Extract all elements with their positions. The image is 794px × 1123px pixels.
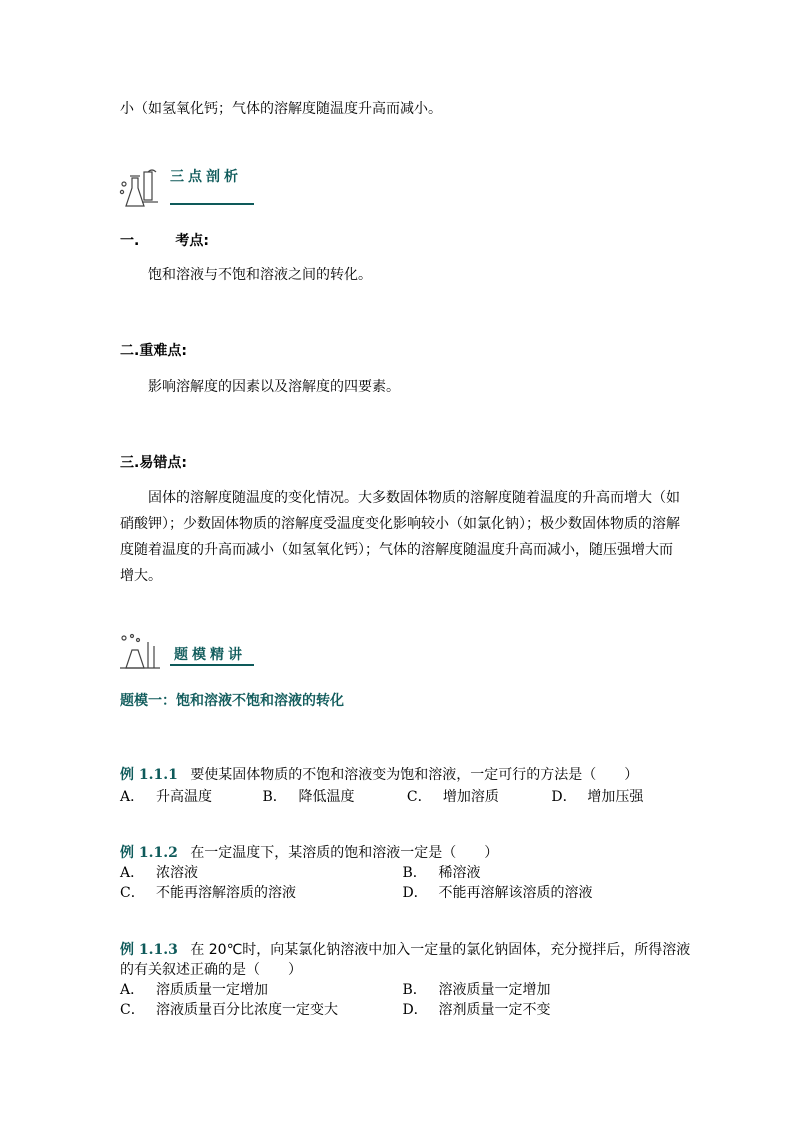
option-a[interactable]: A． 溶质质量一定增加 — [120, 982, 268, 998]
option-b[interactable]: B． 溶液质量一定增加 — [402, 982, 551, 998]
point-number: 二. — [120, 343, 140, 359]
paragraph-line: 硝酸钾）；少数固体物质的溶解度受温度变化影响较小（如氯化钠）；极少数固体物质的溶解 — [120, 516, 680, 532]
paragraph-line: 固体的溶解度随温度的变化情况。大多数固体物质的溶解度随着温度的升高而增大（如 — [148, 490, 680, 506]
option-c[interactable]: C． 增加溶质 — [406, 789, 499, 805]
point-heading-1 — [120, 230, 209, 250]
option-d[interactable]: D． 溶剂质量一定不变 — [402, 1002, 551, 1018]
question-text: 在一定温度下，某溶质的饱和溶液一定是（ ） — [190, 845, 499, 861]
example-question — [120, 764, 638, 784]
section-banner-title: 题模精讲 — [174, 647, 246, 663]
point-body-3 — [120, 485, 690, 589]
option-a[interactable]: A． 升高温度 — [120, 789, 212, 805]
option-row — [120, 999, 550, 1019]
option-a[interactable]: A． 浓溶液 — [120, 865, 198, 881]
option-d[interactable]: D． 增加压强 — [551, 789, 644, 805]
point-number: 一. — [120, 233, 140, 249]
section-banner-title: 三点剖析 — [170, 169, 242, 185]
option-b[interactable]: B． 稀溶液 — [402, 865, 481, 881]
continued-text: 小（如氢氧化钙；气体的溶解度随温度升高而减小。 — [120, 101, 442, 117]
point-title: 考点: — [175, 233, 209, 249]
paragraph-line: 增大。 — [120, 568, 162, 584]
point-number: 三. — [120, 455, 140, 471]
banner-underline — [170, 664, 254, 666]
topic-title: 题模一：饱和溶液不饱和溶液的转化 — [120, 693, 344, 709]
point-body-2: 影响溶解度的因素以及溶解度的四要素。 — [148, 379, 400, 395]
lab-equipment-icon — [118, 168, 162, 212]
option-c[interactable]: C． 溶液质量百分比浓度一定变大 — [120, 1002, 338, 1018]
option-c[interactable]: C． 不能再溶解溶质的溶液 — [120, 885, 296, 901]
point-heading-3 — [120, 452, 187, 472]
option-row — [120, 786, 643, 806]
option-row — [120, 862, 480, 882]
example-label: 例 1.1.1 — [120, 767, 178, 783]
example-label: 例 1.1.2 — [120, 845, 178, 861]
option-b[interactable]: B． 降低温度 — [262, 789, 355, 805]
point-body-1: 饱和溶液与不饱和溶液之间的转化。 — [148, 267, 372, 283]
point-title: 重难点: — [139, 343, 187, 359]
paragraph-line: 度随着温度的升高而减小（如氢氧化钙）；气体的溶解度随温度升高而减小，随压强增大而 — [120, 542, 673, 558]
question-text: 要使某固体物质的不饱和溶液变为饱和溶液，一定可行的方法是（ ） — [190, 767, 639, 783]
example-question — [120, 939, 690, 959]
question-text: 在 20℃时，向某氯化钠溶液中加入一定量的氯化钠固体，充分搅拌后，所得溶液 — [190, 942, 691, 958]
banner-underline — [170, 203, 254, 205]
option-row — [120, 979, 550, 999]
point-title: 易错点: — [139, 455, 187, 471]
microscope-icon — [118, 632, 162, 676]
example-label: 例 1.1.3 — [120, 942, 178, 958]
question-text-cont: 的有关叙述正确的是（ ） — [120, 962, 302, 978]
option-row — [120, 882, 592, 902]
example-question — [120, 842, 498, 862]
option-d[interactable]: D． 不能再溶解该溶质的溶液 — [402, 885, 593, 901]
point-heading-2 — [120, 340, 187, 360]
